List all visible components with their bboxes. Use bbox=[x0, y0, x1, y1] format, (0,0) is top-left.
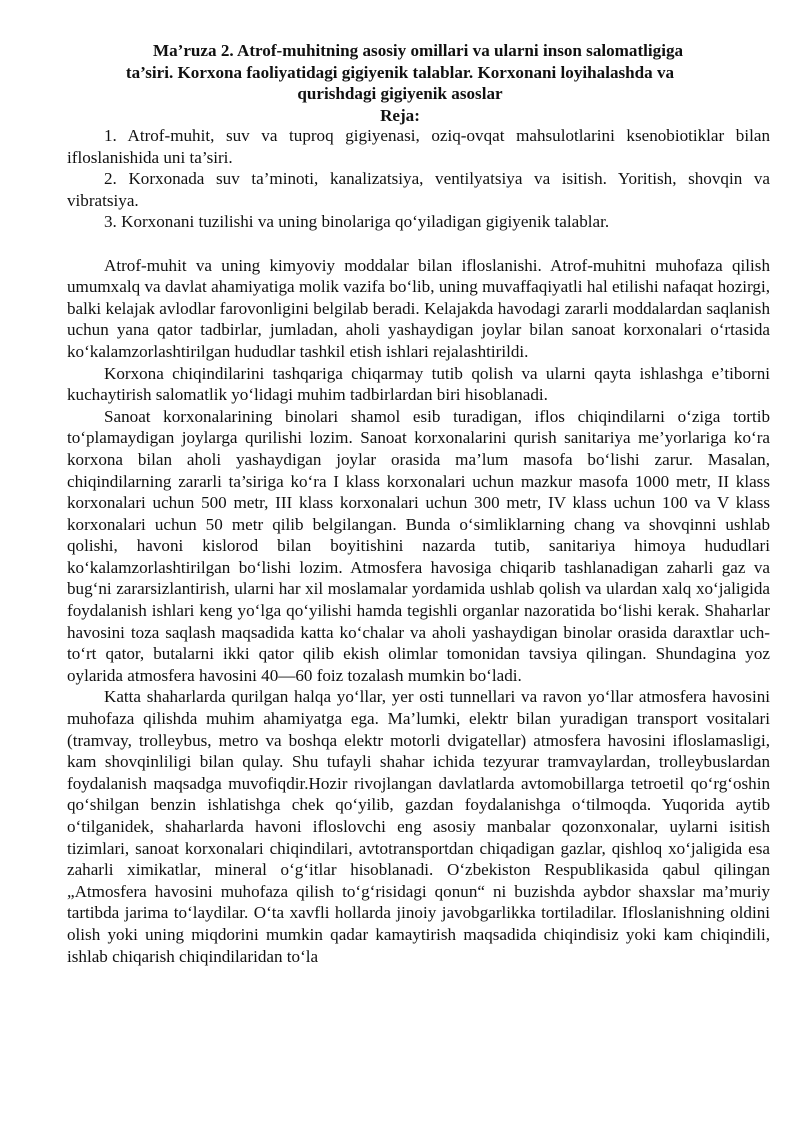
title-line-2: ta’siri. Korxona faoliyatidagi gigiyenik talablar. Korxonani loyihalashda va bbox=[125, 62, 675, 82]
title-line-1: Ma’ruza 2. Atrof-muhitning asosiy omillari va ularni inson salomatligiga bbox=[152, 41, 684, 60]
page-title bbox=[60, 40, 740, 126]
plan-item-1: 1. Atrof-muhit, suv va tuproq gigiyenasi, oziq-ovqat mahsulotlarini ksenobiotiklar bilan ifloslanishida uni ta’siri. bbox=[67, 126, 770, 167]
paragraph-3: Sanoat korxonalarining binolari shamol esib turadigan, iflos chiqindilarni o‘ziga tortib to‘plamaydigan joylarga qurilishi lozim. Sanoat korxonalarini qurish sanitariya me’yorlariga ko‘ra korxona bilan aholi yashaydigan joylar orasida ma’lum masofa bo‘lishi zarur. Masalan, chiqindilarning zararli ta’siriga ko‘ra I klass korxonalari uchun mazkur masofa 1000 metr, II klass korxonalari uchun 500 metr, III klass korxonalari uchun 300 metr, IV klass uchun 100 va V klass korxonalari uchun 50 metr qilib belgilangan. Bunda o‘simliklarning chang va shovqinni ushlab qolishi, havoni kislorod bilan boyitishini nazarda tutib, sanitariya himoya hududlari ko‘kalamzorlashtirilgan bo‘lishi lozim. Atmosfera havosiga chiqarib tashlanadigan zaharli gaz va bug‘ni zararsizlantirish, ularni har xil moslamalar yordamida ushlab qolish va ulardan xalq xo‘jaligida foydalanish ishlari keng yo‘lga qo‘yilishi hamda tegishli organlar nazoratida bo‘lishi kerak. Shaharlar havosini toza saqlash maqsadida katta ko‘chalar va aholi yashaydigan binolar orasida daraxtlar uch-to‘rt qator, butalarni ikki qator qilib ekish olimlar tomonidan tavsiya qilingan. Shundagina yoz oylarida atmosfera havosini 40—60 foiz tozalash mumkin bo‘ladi. bbox=[67, 406, 770, 685]
paragraph-1: Atrof-muhit va uning kimyoviy moddalar bilan ifloslanishi. Atrof-muhitni muhofaza qilish umumxalq va davlat ahamiyatiga molik vazifa bo‘lib, uning muvaffaqiyatli hal etilishi nafaqat hozirgi, balki kelajak avlodlar farovonligini belgilab beradi. Kelajakda havodagi zararli moddalardan saqlanish uchun yana qator tadbirlar, jumladan, aholi yashaydigan joylar bilan sanoat korxonalari o‘rtasida ko‘kalamzorlashtirilgan hududlar tashkil etish ishlari rejalashtirildi. bbox=[67, 255, 770, 361]
plan-heading: Reja: bbox=[380, 105, 420, 125]
title-line-3: qurishdagi gigiyenik asoslar bbox=[297, 84, 503, 104]
document-body bbox=[67, 125, 770, 967]
plan-item-2: 2. Korxonada suv ta’minoti, kanalizatsiya, ventilyatsiya va isitish. Yoritish, shovqin va vibratsiya. bbox=[67, 169, 770, 210]
blank-line bbox=[67, 233, 770, 255]
paragraph-2: Korxona chiqindilarini tashqariga chiqarmay tutib qolish va ularni qayta ishlashga e’tiborni kuchaytirish salomatlik yo‘lidagi muhim tadbirlardan biri hisoblanadi. bbox=[67, 363, 770, 405]
paragraph-4: Katta shaharlarda qurilgan halqa yo‘llar, yer osti tunnellari va ravon yo‘llar atmosfera havosini muhofaza qilishda muhim ahamiyatga ega. Ma’lumki, elektr bilan yuradigan transport vositalari (tramvay, trolleybus, metro va boshqa elektr motorli dvigatellar) atmosfera havosini ifloslamasligi, kam shovqinliligi bilan qulay. Shu tufayli shahar ichida tezyurar tramvaylardan, trolleybuslardan foydalanish maqsadga muvofiqdir.Hozir rivojlangan davlatlarda avtomobillarga tetroetil qo‘rg‘oshin qo‘shilgan benzin ishlatishga chek qo‘yilib, gazdan foydalanishga o‘tilmoqda. Yuqorida aytib o‘tilganidek, shaharlarda havoni ifloslovchi eng asosiy manbalar qozonxonalar, uylarni isitish tizimlari, sanoat korxonalari chiqindilari, avtotransportdan chiqadigan gazlar, qishloq xo‘jaligida esa zaharli ximikatlar, mineral o‘g‘itlar hisoblanadi. O‘zbekiston Respublikasida qabul qilingan „Atmosfera havosini muhofaza qilish to‘g‘risidagi qonun“ ni buzishda aybdor shaxslar ma’muriy tartibda jarima to‘laydilar. O‘ta xavfli hollarda jinoiy javobgarlikka tortiladilar. Ifloslanishning oldini olish yoki uning miqdorini mumkin qadar kamaytirish maqsadida chiqindisiz yoki kam chiqindili, ishlab chiqarish chiqindilaridan to‘la bbox=[67, 687, 770, 966]
plan-item-3: 3. Korxonani tuzilishi va uning binolariga qo‘yiladigan gigiyenik talablar. bbox=[104, 212, 610, 232]
